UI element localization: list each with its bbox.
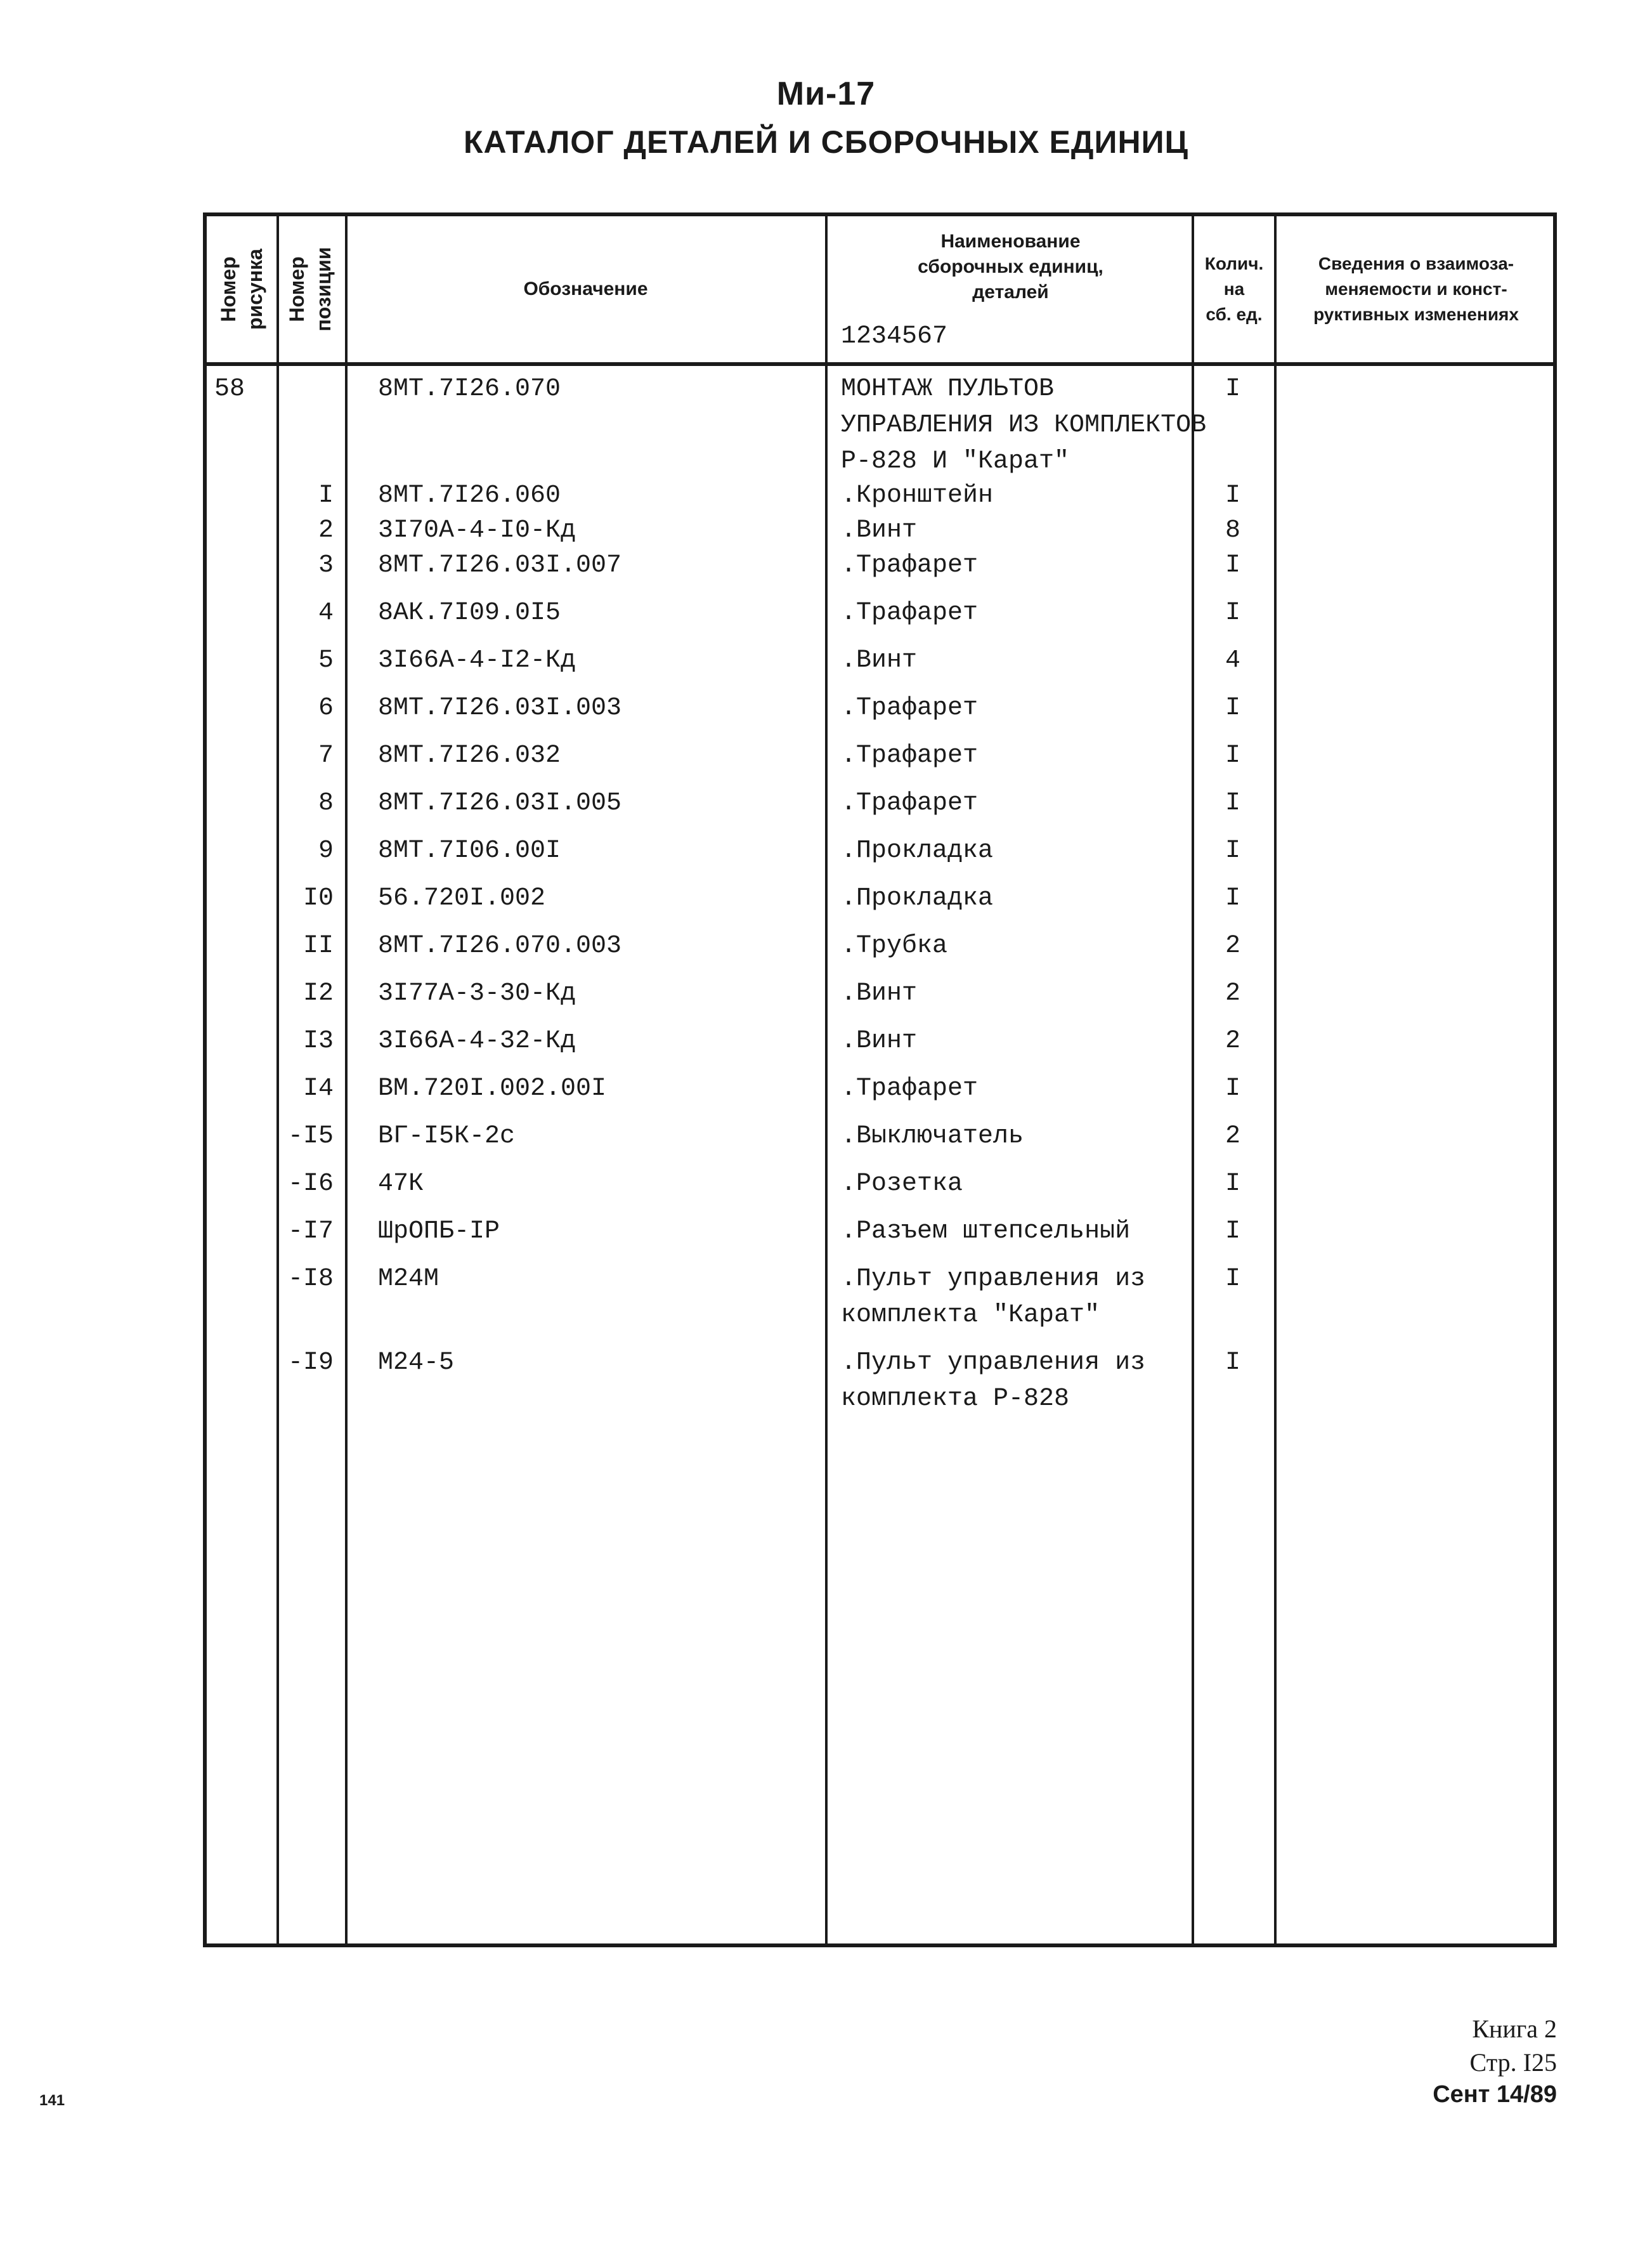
footer-page: Стр. I25: [1469, 2048, 1557, 2077]
quantity: I: [1225, 599, 1240, 627]
header-designation: Обозначение: [523, 278, 648, 299]
designation: 3I77А-3-30-Кд: [378, 979, 576, 1008]
position-number: -I5: [287, 1122, 334, 1151]
page-number: 141: [39, 2092, 65, 2109]
part-name: .Трафарет: [841, 599, 979, 627]
part-name: УПРАВЛЕНИЯ ИЗ КОМПЛЕКТОВ: [841, 411, 1207, 440]
position-number: I: [318, 481, 334, 510]
figure-number: 58: [214, 375, 245, 403]
designation: ШрОПБ-IР: [378, 1217, 500, 1246]
document-title: Ми-17: [776, 75, 876, 112]
part-name: .Пульт управления из: [841, 1349, 1146, 1377]
designation: 8МТ.7I26.070: [378, 375, 561, 403]
designation: 47К: [378, 1170, 424, 1198]
col-divider: [1274, 216, 1277, 1943]
quantity: I: [1225, 789, 1240, 818]
quantity: I: [1225, 1074, 1240, 1103]
part-name: МОНТАЖ ПУЛЬТОВ: [841, 375, 1055, 403]
quantity: I: [1225, 1217, 1240, 1246]
position-number: I2: [302, 979, 334, 1008]
quantity: 2: [1225, 979, 1240, 1008]
position-number: 3: [318, 551, 334, 580]
col-divider: [825, 216, 828, 1943]
part-name: .Трафарет: [841, 694, 979, 722]
part-name: .Разъем штепсельный: [841, 1217, 1131, 1246]
part-name: .Выключатель: [841, 1122, 1024, 1151]
col-divider: [345, 216, 348, 1943]
designation: М24-5: [378, 1349, 455, 1377]
part-name: .Трафарет: [841, 551, 979, 580]
quantity: 8: [1225, 516, 1240, 545]
part-name: .Розетка: [841, 1170, 963, 1198]
catalog-heading: КАТАЛОГ ДЕТАЛЕЙ И СБОРОЧНЫХ ЕДИНИЦ: [463, 124, 1189, 160]
footer-book: Книга 2: [1472, 2015, 1557, 2043]
part-name: .Трафарет: [841, 789, 979, 818]
part-name: .Кронштейн: [841, 481, 994, 510]
part-name: .Прокладка: [841, 837, 994, 865]
quantity: 4: [1225, 646, 1240, 675]
designation: 56.720I.002: [378, 884, 546, 913]
quantity: I: [1225, 375, 1240, 403]
position-number: -I9: [287, 1349, 334, 1377]
header-quantity: Колич. на сб. ед.: [1204, 254, 1264, 324]
designation: 3I66А-4-32-Кд: [378, 1027, 576, 1055]
designation: 8МТ.7I26.032: [378, 741, 561, 770]
designation: 8МТ.7I26.03I.003: [378, 694, 622, 722]
position-number: -I6: [287, 1170, 334, 1198]
part-name: Р-828 И "Карат": [841, 447, 1070, 476]
designation: 8МТ.7I26.070.003: [378, 932, 622, 960]
header-notes: Сведения о взаимоза- меняемости и конст- руктивных изменениях: [1313, 254, 1519, 324]
designation: 8МТ.7I26.060: [378, 481, 561, 510]
designation: 3I70А-4-I0-Кд: [378, 516, 576, 545]
quantity: I: [1225, 1170, 1240, 1198]
header-figure-number: Номер рисунка: [217, 249, 266, 330]
part-name: .Трубка: [841, 932, 948, 960]
quantity: I: [1225, 1349, 1240, 1377]
quantity: I: [1225, 481, 1240, 510]
part-name: комплекта Р-828: [841, 1385, 1070, 1413]
col-divider: [1192, 216, 1194, 1943]
part-name: .Трафарет: [841, 741, 979, 770]
part-name: .Винт: [841, 1027, 918, 1055]
position-number: 6: [318, 694, 334, 722]
position-number: 4: [318, 599, 334, 627]
position-number: 9: [318, 837, 334, 865]
parts-table: [203, 212, 1557, 1947]
header-name-digits: 1234567: [841, 322, 948, 351]
position-number: 2: [318, 516, 334, 545]
quantity: I: [1225, 884, 1240, 913]
designation: М24М: [378, 1265, 439, 1293]
quantity: 2: [1225, 932, 1240, 960]
quantity: 2: [1225, 1122, 1240, 1151]
part-name: .Прокладка: [841, 884, 994, 913]
header-position-number: Номер позиции: [285, 247, 335, 332]
designation: ВМ.720I.002.00I: [378, 1074, 607, 1103]
header-name: Наименование сборочных единиц, деталей: [918, 231, 1103, 303]
position-number: II: [302, 932, 334, 960]
designation: 8МТ.7I06.00I: [378, 837, 561, 865]
part-name: .Пульт управления из: [841, 1265, 1146, 1293]
header-divider: [207, 362, 1553, 366]
quantity: I: [1225, 694, 1240, 722]
position-number: I4: [302, 1074, 334, 1103]
quantity: I: [1225, 741, 1240, 770]
designation: 3I66А-4-I2-Кд: [378, 646, 576, 675]
part-name: .Винт: [841, 979, 918, 1008]
position-number: I0: [302, 884, 334, 913]
part-name: .Винт: [841, 516, 918, 545]
designation: 8АК.7I09.0I5: [378, 599, 561, 627]
position-number: 8: [318, 789, 334, 818]
designation: 8МТ.7I26.03I.005: [378, 789, 622, 818]
footer-date: Сент 14/89: [1433, 2081, 1557, 2108]
quantity: I: [1225, 551, 1240, 580]
part-name: .Трафарет: [841, 1074, 979, 1103]
part-name: .Винт: [841, 646, 918, 675]
position-number: 5: [318, 646, 334, 675]
position-number: -I7: [287, 1217, 334, 1246]
position-number: 7: [318, 741, 334, 770]
position-number: -I8: [287, 1265, 334, 1293]
quantity: I: [1225, 837, 1240, 865]
position-number: I3: [302, 1027, 334, 1055]
quantity: I: [1225, 1265, 1240, 1293]
designation: 8МТ.7I26.03I.007: [378, 551, 622, 580]
part-name: комплекта "Карат": [841, 1301, 1100, 1329]
quantity: 2: [1225, 1027, 1240, 1055]
designation: ВГ-I5К-2с: [378, 1122, 516, 1151]
